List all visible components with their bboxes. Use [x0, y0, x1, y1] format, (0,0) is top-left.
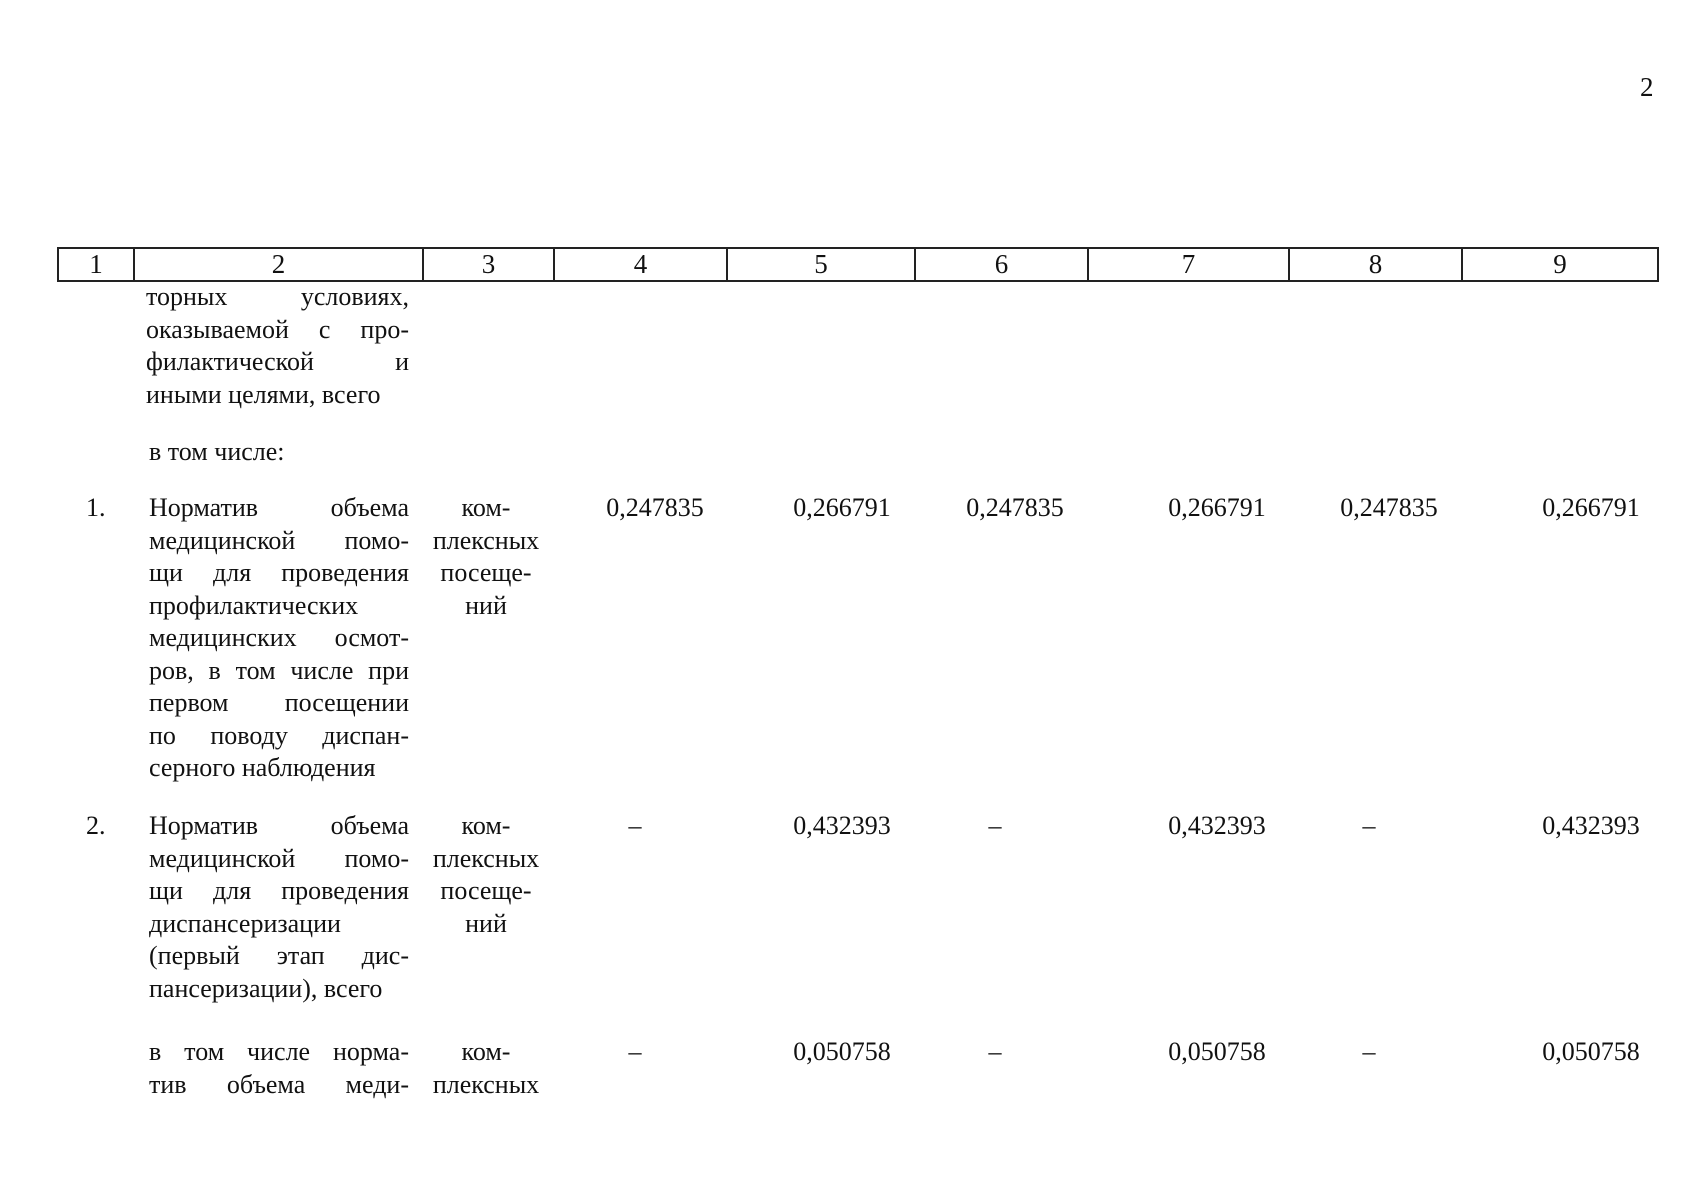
value-col-9: 0,266791 — [1542, 493, 1640, 522]
text-line: пансеризации), всего — [149, 973, 383, 1003]
value-col-9: 0,050758 — [1542, 1037, 1640, 1066]
value-col-8: – — [1362, 1037, 1376, 1066]
unit-line: ком- — [461, 493, 511, 522]
row-unit — [427, 810, 545, 940]
text-line: серного наблюдения — [149, 753, 376, 782]
value-col-7: 0,266791 — [1168, 493, 1266, 522]
value-col-4: – — [628, 811, 642, 840]
unit-line: ний — [465, 590, 507, 620]
unit-line: посеще- — [440, 558, 532, 587]
column-header-8: 8 — [1289, 248, 1462, 281]
text-line: филактической и — [146, 347, 409, 376]
text-line: торных условиях, — [146, 282, 409, 311]
unit-line: ний — [465, 908, 507, 938]
row-unit — [427, 492, 545, 622]
row-text — [149, 1036, 409, 1101]
value-col-7: 0,432393 — [1168, 811, 1266, 840]
row-text — [149, 492, 409, 785]
row-number: 1. — [86, 493, 106, 522]
text-line: профилактических — [149, 590, 359, 620]
value-col-5: 0,050758 — [793, 1037, 891, 1066]
text-line: щи для проведения — [149, 558, 409, 587]
value-col-6: 0,247835 — [966, 493, 1064, 522]
text-line: медицинской помо- — [149, 525, 409, 555]
column-header-3: 3 — [423, 248, 554, 281]
unit-line: плексных — [432, 843, 540, 873]
text-line: медицинских осмот- — [149, 623, 409, 652]
unit-line: плексных — [432, 525, 540, 555]
row-number: 2. — [86, 811, 106, 840]
text-line: диспансеризации — [149, 908, 341, 938]
value-col-6: – — [988, 811, 1002, 840]
text-line: по поводу диспан- — [149, 720, 409, 750]
value-col-5: 0,432393 — [793, 811, 891, 840]
text-line: щи для проведения — [149, 876, 409, 905]
column-header-6: 6 — [915, 248, 1088, 281]
text-line: ров, в том числе при — [149, 655, 409, 685]
text-line: медицинской помо- — [149, 843, 409, 873]
value-col-9: 0,432393 — [1542, 811, 1640, 840]
value-col-8: 0,247835 — [1340, 493, 1438, 522]
text-line: первом посещении — [149, 688, 409, 717]
text-line: Норматив объема — [149, 493, 409, 522]
text-line: в том числе норма- — [149, 1037, 409, 1066]
value-col-4: – — [628, 1037, 642, 1066]
column-header-row — [57, 247, 1659, 282]
unit-line: посеще- — [440, 876, 532, 905]
column-header-4: 4 — [554, 248, 727, 281]
column-header-7: 7 — [1088, 248, 1289, 281]
including-label: в том числе: — [149, 437, 285, 466]
column-header-1: 1 — [58, 248, 134, 281]
text-line: (первый этап дис- — [149, 941, 409, 970]
unit-line: ком- — [461, 811, 511, 840]
row-text — [149, 810, 409, 1005]
value-col-5: 0,266791 — [793, 493, 891, 522]
text-line: Норматив объема — [149, 811, 409, 840]
value-col-4: 0,247835 — [606, 493, 704, 522]
continuation-text — [146, 281, 409, 411]
value-col-6: – — [988, 1037, 1002, 1066]
text-line: оказываемой с про- — [146, 314, 409, 344]
unit-line: ком- — [461, 1037, 511, 1066]
text-line: тив объема меди- — [149, 1069, 409, 1099]
row-unit — [427, 1036, 545, 1101]
page-number: 2 — [1640, 72, 1654, 102]
unit-line: плексных — [432, 1069, 540, 1099]
value-col-7: 0,050758 — [1168, 1037, 1266, 1066]
column-header-9: 9 — [1462, 248, 1658, 281]
column-header-2: 2 — [134, 248, 423, 281]
column-header-5: 5 — [727, 248, 915, 281]
text-line: иными целями, всего — [146, 379, 381, 409]
value-col-8: – — [1362, 811, 1376, 840]
